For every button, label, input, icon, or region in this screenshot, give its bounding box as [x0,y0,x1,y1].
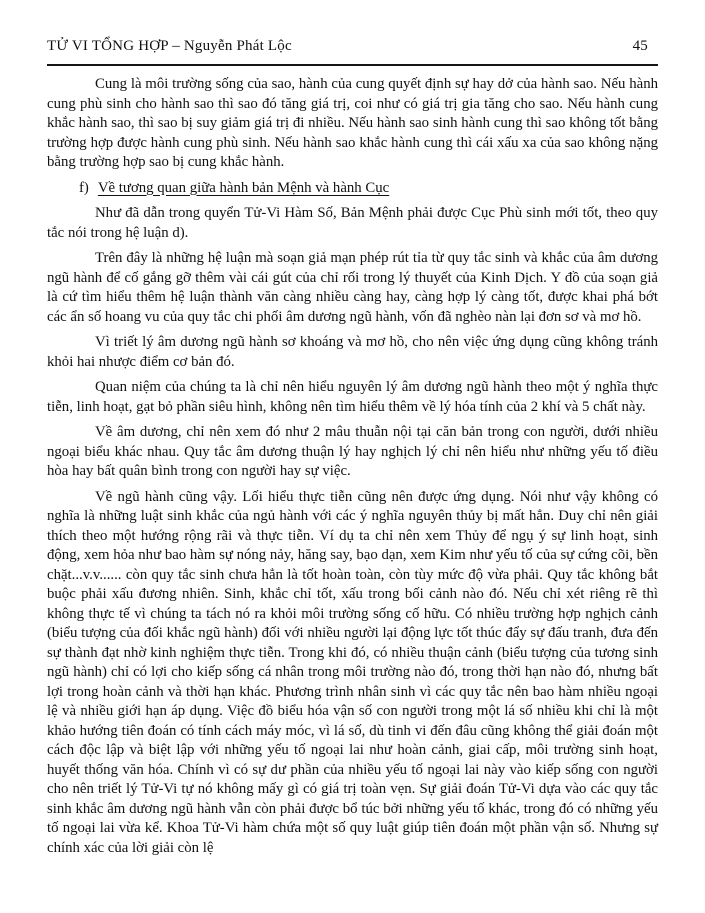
section-heading [47,179,658,199]
paragraph: Như đã dẫn trong quyển Tử-Vi Hàm Số, Bản Mệnh phải được Cục Phù sinh mới tốt, theo quy tắc nói trong hệ luận d). [47,205,658,241]
page-header [47,38,658,55]
paragraph: Quan niệm của chúng ta là chỉ nên hiểu nguyên lý âm dương ngũ hành theo một ý nghĩa thực tiễn, linh hoạt, gạt bỏ phần siêu hình, không nên tìm hiểu thêm về lý hóa tính của 2 khí và 5 chất này. [47,379,658,415]
running-title: TỬ VI TỔNG HỢP – Nguyễn Phát Lộc [47,38,292,54]
section-marker: f) [79,179,89,196]
page-number: 45 [632,38,648,54]
paragraph: Trên đây là những hệ luận mà soạn giả mạn phép rút tỉa từ quy tắc sinh và khắc của âm dương ngũ hành để cố gắng gỡ thêm vài cái gút của chỉ rối trong lý thuyết của Kinh Dịch. Y đồ của soạn giả là cứ tìm hiểu thêm hệ luận thành văn càng nhiều càng hay, càng hợp lý càng tốt, được khai phá bớt các ẩn số hoang vu của quy tắc chi phối âm dương ngũ hành, vốn đã nghèo nàn lại đơn sơ và mơ hồ. [47,250,658,325]
section-title: Về tương quan giữa hành bản Mệnh và hành Cục [97,179,390,196]
header-rule [47,64,658,66]
paragraph: Về âm dương, chỉ nên xem đó như 2 mâu thuẫn nội tại căn bản trong con người, dưới nhiều ngoại biểu khác nhau. Quy tắc âm dương thuận lý hay nghịch lý chỉ nên hiểu như những yếu tố điều hòa hay bất quân bình trong con người hay sự việc. [47,424,658,479]
paragraph: Về ngũ hành cũng vậy. Lối hiểu thực tiễn cũng nên được ứng dụng. Nói như vậy không có nghĩa là những luật sinh khắc của ngủ hành với các ý nghĩa nguyên thủy bị mất hẳn. Duy chỉ nên giải thích theo một hướng rộng rãi và thực tiễn. Ví dụ ta chỉ nên xem Thủy để ngụ ý sự linh hoạt, sinh động, xem hỏa như bao hàm sự nóng nảy, hăng say, bạo dạn, xem Kim như yếu tố của sự cứng cõi, bền chặt...v.v...... còn quy tắc sinh chưa hẳn là tốt hoàn toàn, còn tùy mức độ vừa phải. Quy tắc không bắt buộc phải xấu đương nhiên. Sinh, khắc chỉ tốt, xấu trong bối cảnh nào đó. Nếu chỉ xét riêng rẽ thì không thực tế vì chúng ta tách nó ra khỏi môi trường sống cố hữu. Có nhiều trường hợp nghịch cảnh (biểu tượng của đối khắc ngũ hành) đối với nhiều người lại động lực tốt thúc đẩy sự đấu tranh, đưa đến sự thành đạt nhờ kinh nghiệm thực tiễn. Trong khi đó, có nhiều thuận cảnh (biểu tượng của tương sinh ngũ hành) chỉ có lợi cho kiếp sống cá nhân trong môi trường nào đó, trong thời hạn nào đó, nhưng bất lợi trong hoàn cảnh và thời hạn khác. Phương trình nhân sinh vì các quy tắc nên bao hàm nhiều ngoại lệ và nhiều giới hạn áp dụng. Việc đồ biểu hóa vận số con người trong một lá số nhiều khi chỉ là một khảo hướng tiên đoán có tính cách máy móc, vì lá số, dù tinh vi đến đâu cũng không thể giải đoán một cách độc lập và biệt lập với những yếu tố ngoại lai như hoàn cảnh, giai cấp, môi trường sinh hoạt, huyết thống văn hóa. Chính vì có sự dư phần của nhiều yếu tố ngoại lai này vào kiếp sống con người cho nên triết lý Tử-Vi tự nó không mấy gì có giá trị toàn vẹn. Sự giải đoán Tử-Vi dựa vào các quy tắc sinh khắc âm dương ngũ hành vẫn còn phải được bổ túc bởi những yếu tố khác, trong đó có những yếu tố ngoại lai vừa kể. Khoa Tử-Vi hàm chứa một số quy luật giúp tiên đoán một phần vận số. Nhưng sự chính xác của lời giải còn lệ [47,488,658,856]
page-content [47,75,658,858]
paragraph: Cung là môi trường sống của sao, hành của cung quyết định sự hay dở của hành sao. Nếu hành cung phù sinh cho hành sao thì sao đó tăng giá trị, coi như có giá trị gia tăng cho sao. Nếu hành cung khắc hành sao, thì sao bị suy giảm giá trị đi nhiều. Nếu hành sao sinh hành cung thì sao không tốt bằng trường hợp được hành cung phù sinh. Nếu hành sao khắc hành cung thì cái xấu xa của sao không nặng bằng trường hợp sao bị cung khắc hành. [47,76,658,170]
paragraph: Vì triết lý âm dương ngũ hành sơ khoáng và mơ hồ, cho nên việc ứng dụng cũng không tránh khỏi hai nhược điểm cơ bản đó. [47,334,658,370]
